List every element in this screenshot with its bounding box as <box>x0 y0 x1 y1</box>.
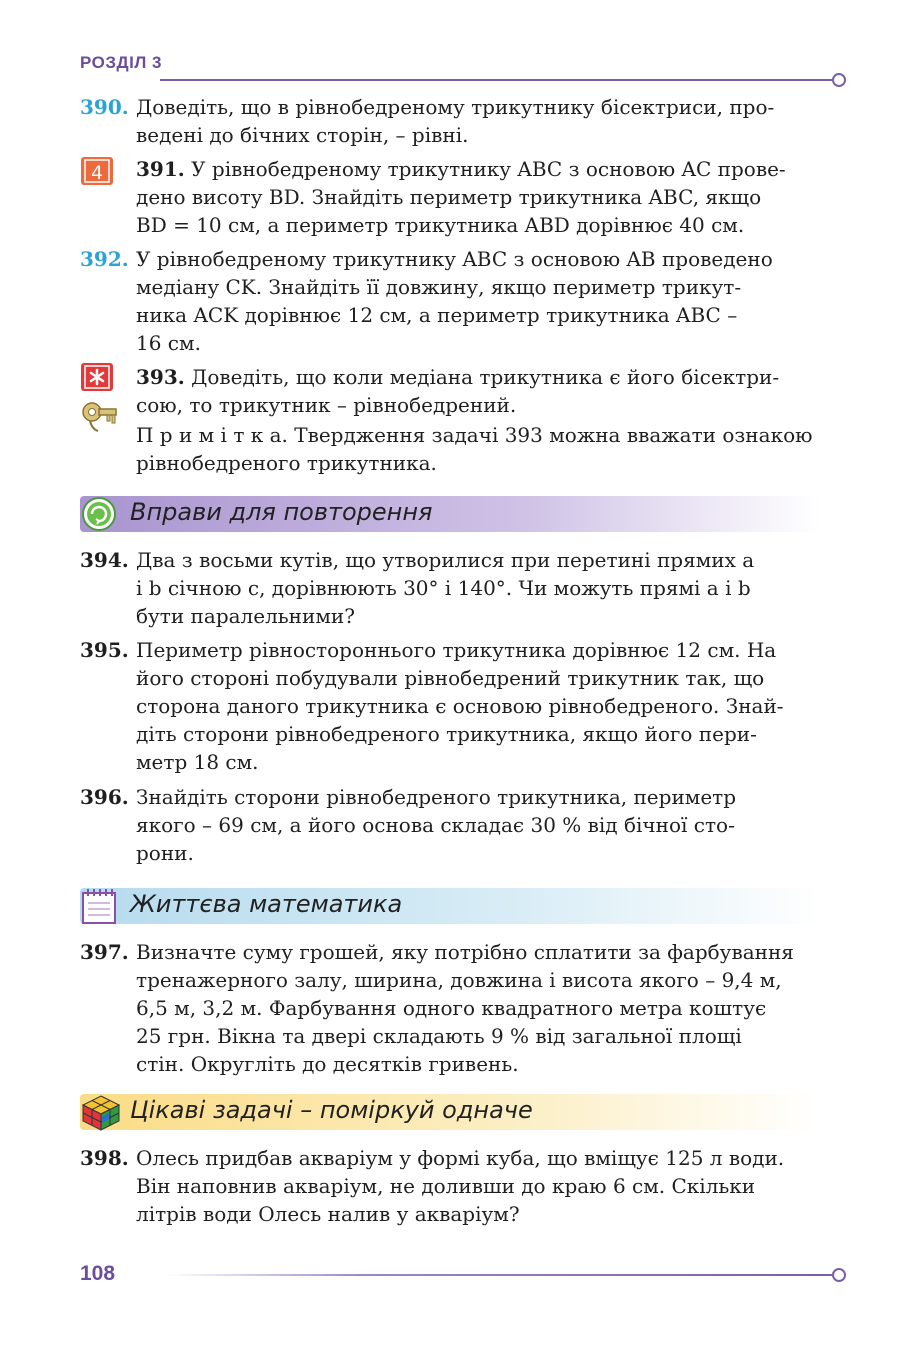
problem-line: 25 грн. Вікна та двері складають 9 % від загальної площі <box>136 1024 742 1048</box>
footer-rule-end-circle <box>832 1268 846 1282</box>
problem-number: 395. <box>80 638 129 662</box>
footer-rule <box>165 1274 832 1276</box>
problem-line: метр 18 см. <box>136 750 259 774</box>
problem-line: бути паралельними? <box>136 604 355 628</box>
problem-number: 396. <box>80 785 129 809</box>
problem-line: літрів води Олесь налив у акваріум? <box>136 1202 520 1226</box>
note-line: рівнобедреного трикутника. <box>136 451 437 475</box>
problem-392 <box>80 245 845 357</box>
problem-391 <box>80 155 845 239</box>
problem-line: 393. Доведіть, що коли медіана трикутника є його бісектри- <box>136 365 780 389</box>
cube-icon <box>80 1094 122 1136</box>
problem-line: У рівнобедреному трикутнику ABC з основою AB проведено <box>136 247 773 271</box>
problem-number: 398. <box>80 1146 129 1170</box>
problem-396 <box>80 783 845 867</box>
section-title-repeat: Вправи для повторення <box>130 498 433 526</box>
header-rule-end-circle <box>832 73 846 87</box>
note <box>80 421 845 477</box>
svg-text:4: 4 <box>90 162 104 184</box>
problem-line: Визначте суму грошей, яку потрібно сплатити за фарбування <box>136 940 794 964</box>
problem-number: 390. <box>80 95 129 119</box>
problem-line: BD = 10 см, а периметр трикутника ABD дорівнює 40 см. <box>136 213 745 237</box>
problem-line: ведені до бічних сторін, – рівні. <box>136 123 469 147</box>
problem-line: 391. У рівнобедреному трикутнику ABC з основою AC прове- <box>136 157 786 181</box>
problem-line: Олесь придбав акваріум у формі куба, що вміщує 125 л води. <box>136 1146 785 1170</box>
problem-line: рони. <box>136 841 194 865</box>
problem-line: Знайдіть сторони рівнобедреного трикутника, периметр <box>136 785 737 809</box>
problem-line: діть сторони рівнобедреного трикутника, якщо його пери- <box>136 722 757 746</box>
problem-line: Доведіть, що в рівнобедреному трикутнику бісектриси, про- <box>136 95 775 119</box>
problem-line: стін. Округліть до десятків гривень. <box>136 1052 519 1076</box>
problem-line: 16 см. <box>136 331 201 355</box>
problem-394 <box>80 546 845 630</box>
problem-line: тренажерного залу, ширина, довжина і висота якого – 9,4 м, <box>136 968 782 992</box>
problem-line: ника ACK дорівнює 12 см, а периметр трикутника ABC – <box>136 303 738 327</box>
section-header-label: РОЗДІЛ 3 <box>80 53 162 72</box>
problem-line: медіану CK. Знайдіть її довжину, якщо периметр трикут- <box>136 275 742 299</box>
problem-number: 392. <box>80 247 129 271</box>
note-label: П р и м і т к а. <box>136 423 288 447</box>
problem-397 <box>80 938 845 1078</box>
notebook-icon <box>80 888 120 930</box>
section-title-life: Життєва математика <box>130 890 403 918</box>
section-band-fun <box>80 1094 820 1130</box>
problem-390 <box>80 93 845 149</box>
header-rule <box>160 79 832 81</box>
note-line: П р и м і т к а. Твердження задачі 393 можна вважати ознакою <box>136 423 813 447</box>
problem-line: 6,5 м, 3,2 м. Фарбування одного квадратного метра коштує <box>136 996 767 1020</box>
problem-398 <box>80 1144 845 1228</box>
problem-line: Два з восьми кутів, що утворилися при перетині прямих a <box>136 548 755 572</box>
problem-393 <box>80 363 845 419</box>
page-number: 108 <box>80 1262 116 1285</box>
problem-line: і b січною c, дорівнюють 30° і 140°. Чи можуть прямі a і b <box>136 576 751 600</box>
problem-number: 397. <box>80 940 129 964</box>
recycle-icon <box>80 496 120 536</box>
problem-line: дено висоту BD. Знайдіть периметр трикутника ABC, якщо <box>136 185 762 209</box>
problem-number: 394. <box>80 548 129 572</box>
problem-number: 391. <box>136 157 185 181</box>
problem-line: сторона даного трикутника є основою рівнобедреного. Знай- <box>136 694 784 718</box>
problem-number: 393. <box>136 365 185 389</box>
problem-line: його стороні побудували рівнобедрений трикутник так, що <box>136 666 765 690</box>
section-band-repeat <box>80 496 820 532</box>
problem-line: Периметр рівностороннього трикутника дорівнює 12 см. На <box>136 638 777 662</box>
problem-395 <box>80 636 845 776</box>
problem-line: Він наповнив акваріум, не доливши до краю 6 см. Скільки <box>136 1174 756 1198</box>
problem-line: якого – 69 см, а його основа складає 30 % від бічної сто- <box>136 813 735 837</box>
section-title-fun: Цікаві задачі – поміркуй одначе <box>130 1096 533 1124</box>
section-band-life <box>80 888 820 924</box>
problem-line: сою, то трикутник – рівнобедрений. <box>136 393 517 417</box>
